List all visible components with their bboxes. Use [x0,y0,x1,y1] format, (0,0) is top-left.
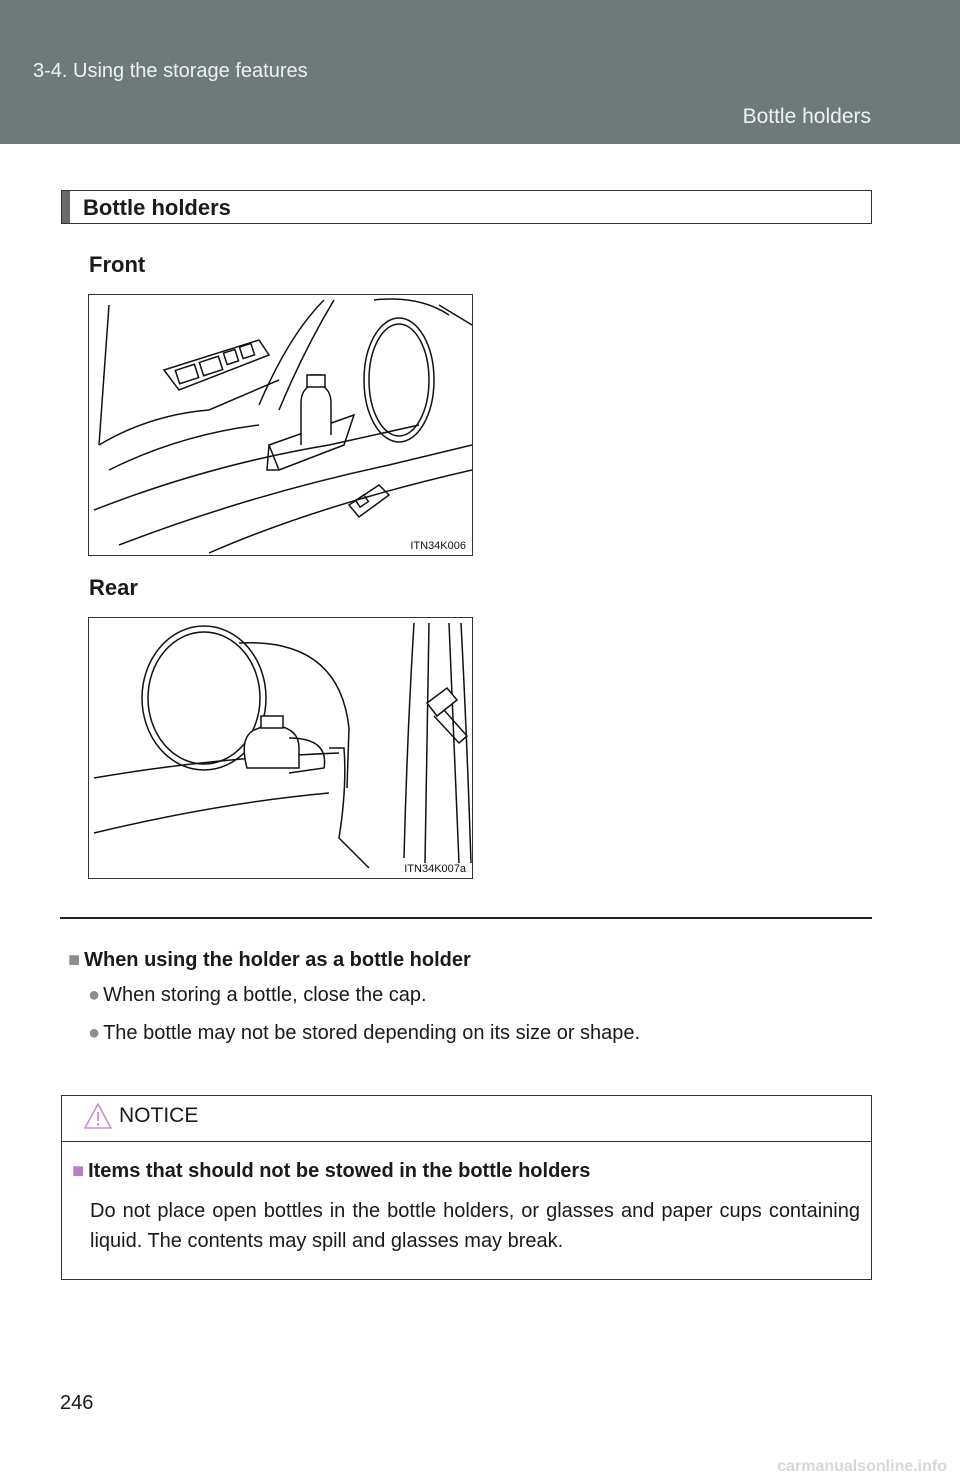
circle-bullet-icon: ● [88,984,101,1006]
front-figure-code: ITN34K006 [410,540,466,552]
warning-triangle-icon [83,1101,113,1131]
watermark: carmanualsonline.info [777,1458,947,1475]
section-divider [60,917,872,919]
circle-bullet-icon: ● [88,1022,101,1044]
note-bullet [88,1022,640,1045]
notice-item-title-text: Items that should not be stowed in the bottle holders [88,1160,591,1182]
chapter-title: 3-4. Using the storage features [33,60,308,82]
page-number: 246 [60,1392,94,1414]
notice-item-title [72,1160,590,1183]
front-bottle-holder-illustration [88,294,473,556]
note-bullet-text: The bottle may not be stored depending on its size or shape. [103,1022,641,1044]
notice-box [61,1095,872,1280]
rear-figure-code: ITN34K007a [404,863,466,875]
square-bullet-icon: ■ [68,949,81,971]
section-running-title: Bottle holders [742,105,871,128]
note-bullet-text: When storing a bottle, close the cap. [103,984,427,1006]
rear-label: Rear [89,575,138,600]
section-title: Bottle holders [83,195,231,220]
front-drawing [89,295,472,555]
section-title-box [61,190,872,224]
section-title-bar [62,191,70,223]
notice-body: Do not place open bottles in the bottle holders, or glasses and paper cups containing liquid. The contents may spill and glasses may break. [90,1200,860,1252]
square-bullet-icon: ■ [72,1160,85,1182]
note-title-text: When using the holder as a bottle holder [84,949,471,971]
rear-drawing [89,618,472,878]
note-bullet [88,984,427,1007]
notice-label: NOTICE [119,1104,199,1127]
rear-bottle-holder-illustration [88,617,473,879]
notice-header [62,1096,871,1142]
page-header [0,0,960,144]
front-label: Front [89,252,146,277]
note-title [68,949,471,972]
